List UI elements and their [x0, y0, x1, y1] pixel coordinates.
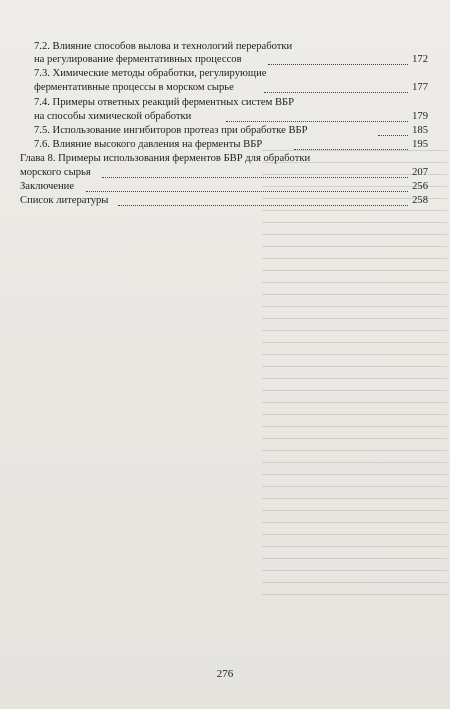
toc-entry-title-line: 7.2. Влияние способов вылова и технологий переработки [34, 41, 293, 52]
toc-entry-title-line: 7.6. Влияние высокого давления на ферменты ВБР [34, 139, 263, 150]
toc-page-number: 258 [412, 195, 428, 206]
toc-page-number: 172 [412, 54, 428, 65]
page-number-footer: 276 [216, 668, 234, 680]
toc-page-number: 185 [412, 125, 428, 136]
toc-page-number: 195 [412, 139, 428, 150]
toc-entry-title-line: морского сырья [20, 167, 91, 178]
toc-entry-title-line: Список литературы [20, 195, 109, 206]
toc-page-number: 256 [412, 181, 428, 192]
toc-page-number: 177 [412, 82, 428, 93]
toc-entry-title-line: Заключение [20, 181, 75, 192]
toc-entry-title-line: ферментативные процессы в морском сырье [34, 82, 234, 93]
dot-leader [102, 177, 408, 178]
bleed-through-text [262, 150, 447, 650]
toc-entry-title-line: на способы химической обработки [34, 111, 192, 122]
dot-leader [294, 149, 408, 150]
toc-entry-title-line: 7.4. Примеры ответных реакций ферментных систем ВБР [34, 97, 294, 108]
toc-entry-title-line: 7.3. Химические методы обработки, регулирующие [34, 68, 267, 79]
toc-page-number: 179 [412, 111, 428, 122]
toc-entry-title-line: на регулирование ферментативных процессов [34, 54, 242, 65]
dot-leader [118, 205, 408, 206]
dot-leader [86, 191, 408, 192]
dot-leader [268, 64, 408, 65]
dot-leader [226, 121, 408, 122]
toc-entry-title-line: Глава 8. Примеры использования ферментов БВР для обработки [20, 153, 311, 164]
toc-entry-title-line: 7.5. Использование ингибиторов протеаз при обработке ВБР [34, 125, 308, 136]
toc-page-number: 207 [412, 167, 428, 178]
dot-leader [264, 92, 408, 93]
